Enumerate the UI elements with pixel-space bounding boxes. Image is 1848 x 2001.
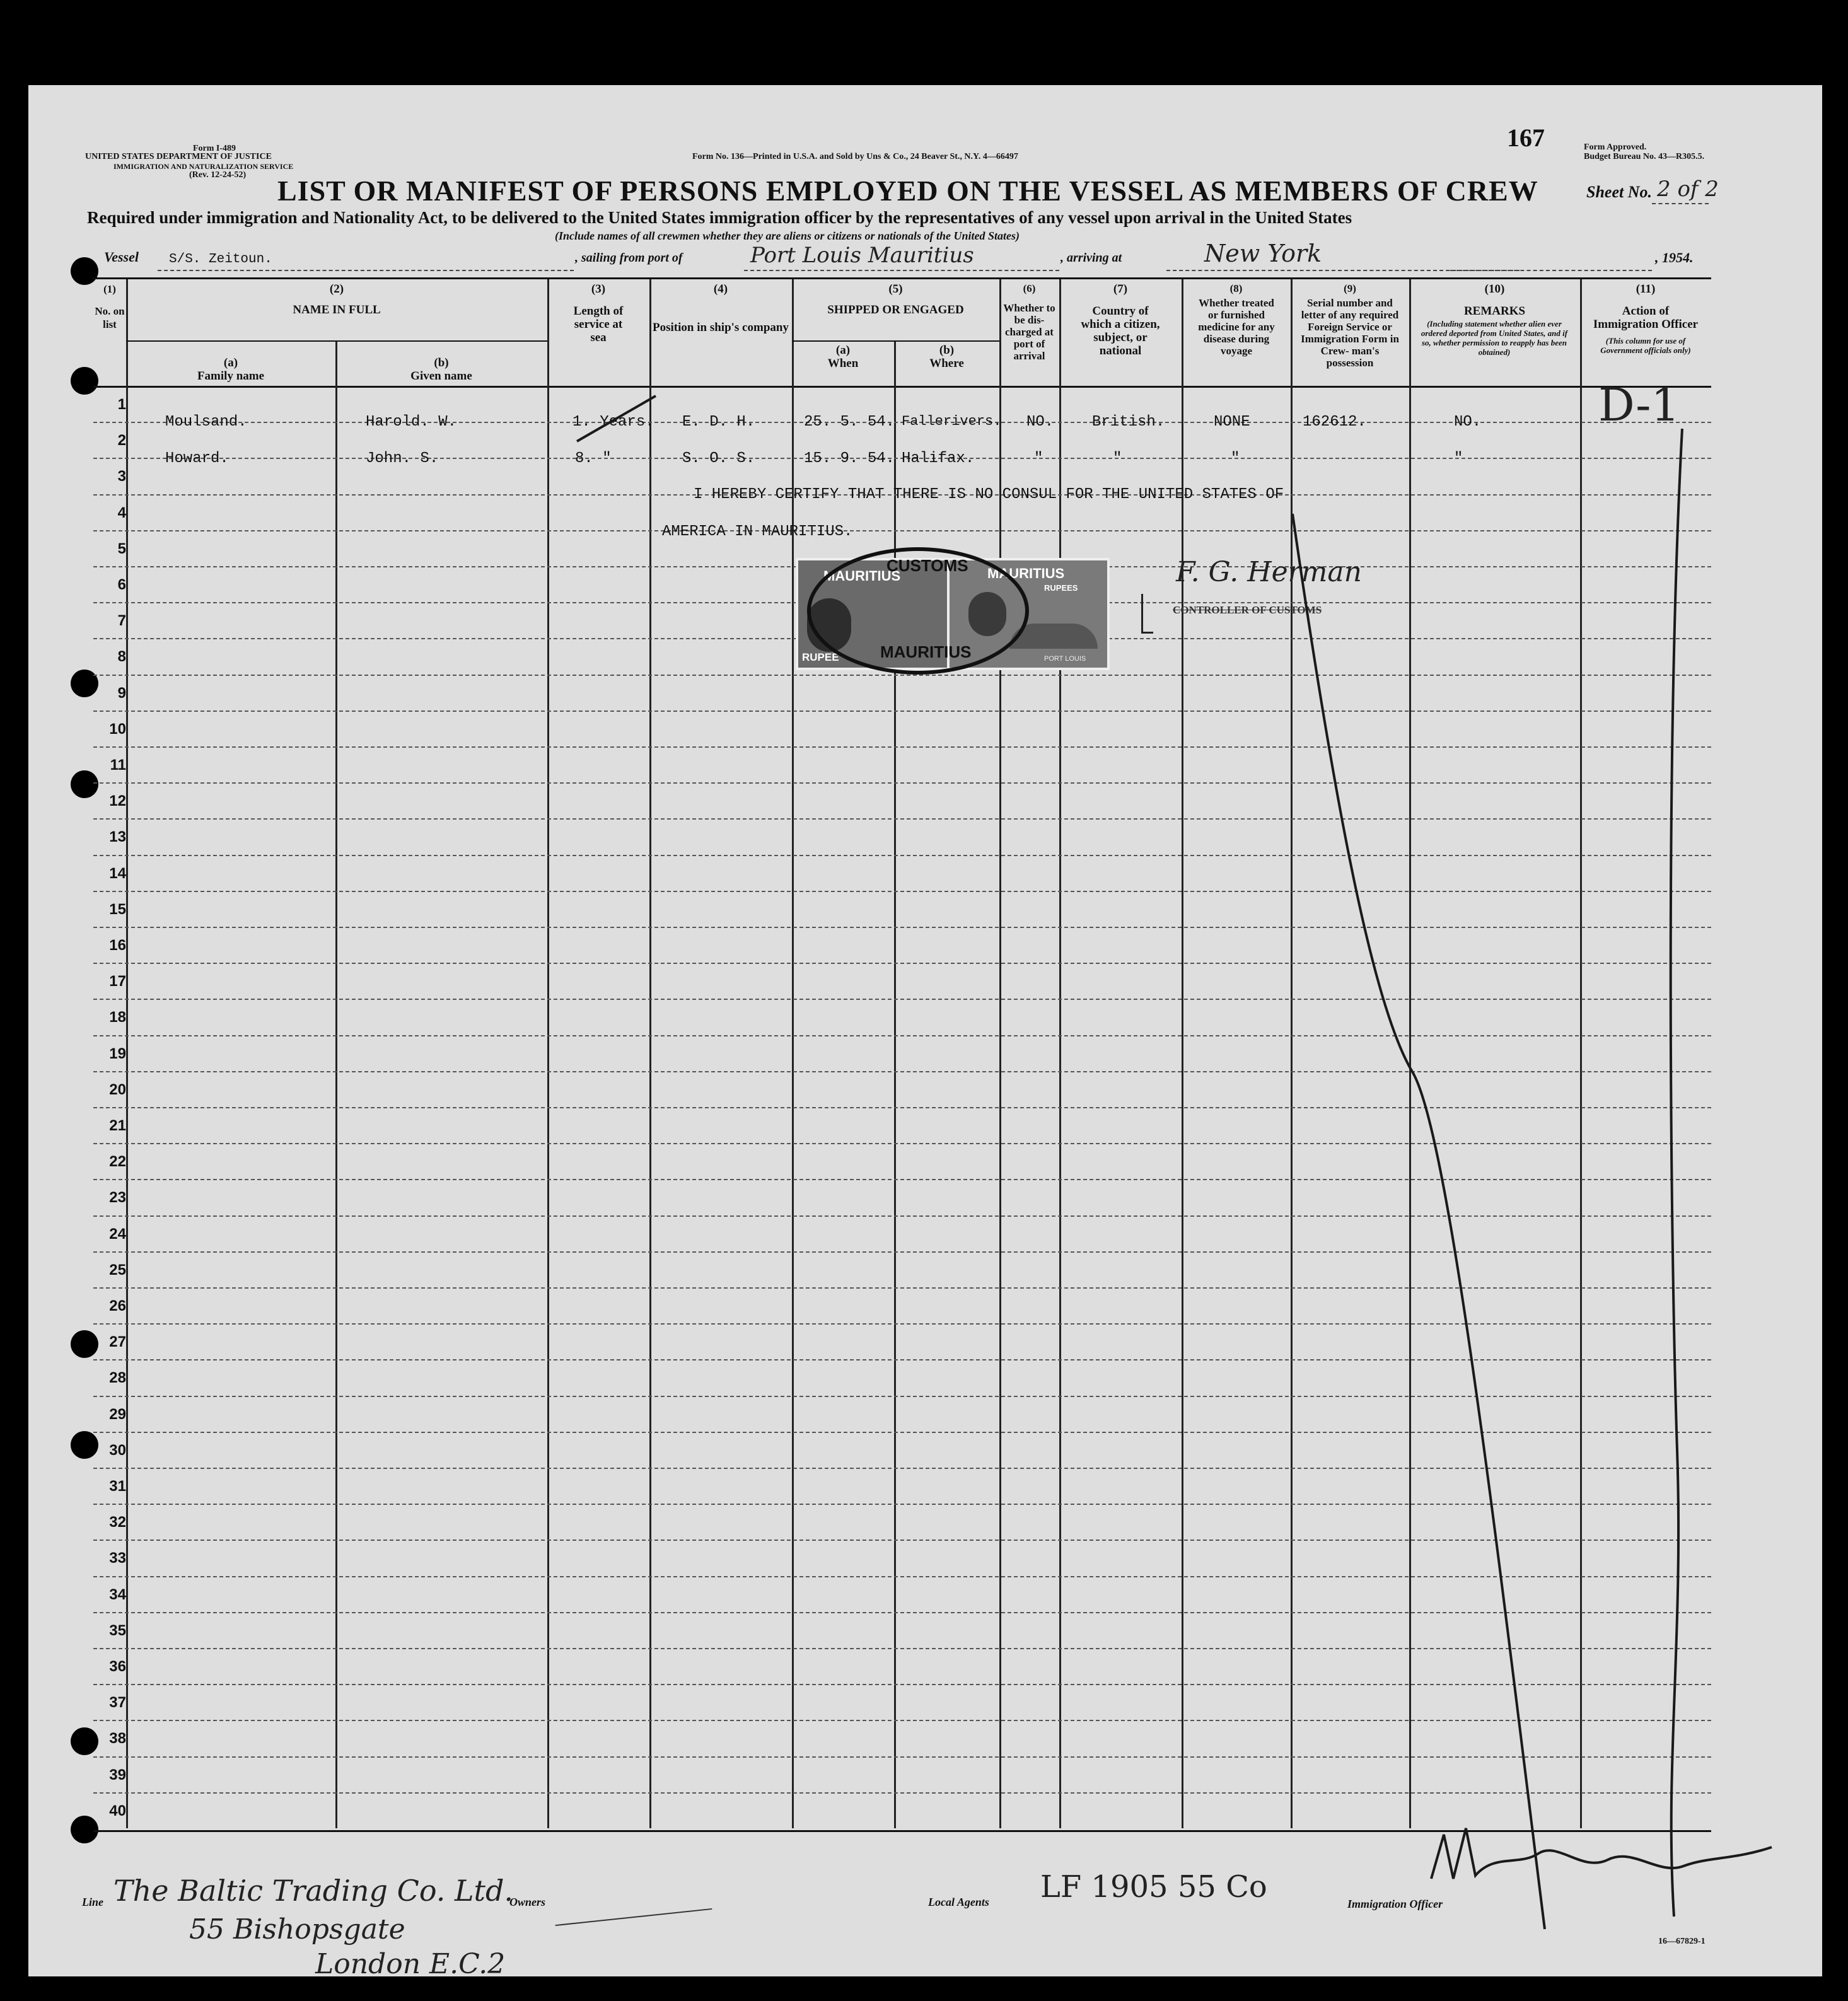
row-number: 26 bbox=[109, 1297, 126, 1314]
col5b-header: (b) Where bbox=[929, 344, 964, 370]
row-number: 35 bbox=[109, 1622, 126, 1639]
row-number: 32 bbox=[109, 1514, 126, 1531]
agents-value: LF 1905 55 Co bbox=[1040, 1869, 1267, 1905]
certification-line2: AMERICA IN MAURITIUS. bbox=[662, 523, 853, 540]
revenue-stamp-right: MAURITIUS RUPEES PORT LOUIS bbox=[947, 558, 1110, 670]
entry2-where: Halifax. bbox=[902, 450, 975, 467]
officer-signature bbox=[1419, 1816, 1784, 1898]
page-title: LIST OR MANIFEST OF PERSONS EMPLOYED ON THE VESSEL AS MEMBERS OF CREW bbox=[277, 175, 1538, 207]
row-number: 30 bbox=[109, 1442, 126, 1459]
row-number: 13 bbox=[109, 828, 126, 845]
sheet-label: Sheet No. bbox=[1586, 183, 1652, 201]
col3-header: (3) Length of service at sea bbox=[573, 282, 624, 344]
row-number: 17 bbox=[109, 973, 126, 990]
row-number: 24 bbox=[109, 1226, 126, 1243]
strikethrough-line bbox=[1293, 514, 1545, 1929]
entry2-country: " bbox=[1113, 450, 1122, 467]
address-line1: 55 Bishopsgate bbox=[189, 1913, 405, 1946]
entry1-medicine: NONE bbox=[1214, 414, 1250, 431]
row-number: 27 bbox=[109, 1333, 126, 1350]
entry2-position: S. O. S. bbox=[682, 450, 755, 467]
row-number: 23 bbox=[109, 1189, 126, 1206]
year: , 1954. bbox=[1655, 250, 1694, 265]
arriving-label: , arriving at bbox=[1061, 251, 1122, 265]
col11-header: (11) Action of Immigration Officer (This column for use of Government officials only) bbox=[1593, 282, 1699, 355]
vessel-value: S/S. Zeitoun. bbox=[169, 252, 272, 267]
sailing-port: Port Louis Mauritius bbox=[750, 243, 974, 268]
revision: (Rev. 12-24-52) bbox=[189, 170, 247, 180]
entry1-family: Moulsand. bbox=[165, 414, 247, 431]
subtitle: Required under immigration and Nationality Act, to be delivered to the United States immigration officer by the representatives of any vessel upon arrival in the United States bbox=[87, 208, 1352, 227]
row-number: 16 bbox=[109, 937, 126, 954]
entry1-discharged: NO. bbox=[1026, 414, 1054, 431]
entry1-service: 1. Years. bbox=[572, 414, 654, 431]
col9-header: (9) Serial number and letter of any required Foreign Service or Immigration Form in Crew- man's possession bbox=[1301, 282, 1399, 369]
col7-header: (7) Country of which a citizen, subject, or national bbox=[1081, 282, 1160, 357]
entry2-service: 8. " bbox=[575, 450, 612, 467]
row-number: 14 bbox=[109, 865, 126, 882]
service-slash bbox=[577, 396, 656, 441]
column-line bbox=[1671, 429, 1682, 1917]
service-name: IMMIGRATION AND NATURALIZATION SERVICE bbox=[113, 162, 294, 171]
row-number: 2 bbox=[117, 432, 126, 449]
row-number: 36 bbox=[109, 1658, 126, 1675]
col8-header: (8) Whether treated or furnished medicine for any disease during voyage bbox=[1198, 282, 1275, 357]
row-number: 29 bbox=[109, 1406, 126, 1423]
certification-line1: I HEREBY CERTIFY THAT THERE IS NO CONSUL FOR THE UNITED STATES OF bbox=[694, 486, 1284, 503]
entry2-discharged: " bbox=[1034, 450, 1043, 467]
agents-label: Local Agents bbox=[928, 1896, 989, 1908]
entry1-remarks: NO. bbox=[1454, 414, 1482, 431]
row-number: 37 bbox=[109, 1694, 126, 1711]
stamped-number: 167 bbox=[1507, 124, 1545, 152]
col5a-header: (a) When bbox=[827, 344, 859, 370]
entry1-where: Fallerivers. bbox=[902, 414, 1002, 429]
row-number: 34 bbox=[109, 1586, 126, 1603]
row-number: 40 bbox=[109, 1802, 126, 1819]
owners-label: Owners bbox=[509, 1896, 546, 1908]
row-number: 33 bbox=[109, 1550, 126, 1567]
row-number: 1 bbox=[117, 396, 126, 413]
row-number: 20 bbox=[109, 1081, 126, 1098]
sheet-number: 2 of 2 bbox=[1657, 177, 1719, 202]
row-number: 11 bbox=[110, 757, 126, 774]
vessel-label: Vessel bbox=[104, 249, 139, 265]
row-number: 28 bbox=[109, 1369, 126, 1386]
revenue-stamp-left: MAURITIUS RUPEE bbox=[796, 558, 952, 670]
col10-header: (10) REMARKS (Including statement whether alien ever ordered deported from United States, and if so, whether permission to reapply has been obtained) bbox=[1421, 282, 1568, 357]
printer-note: Form No. 136—Printed in U.S.A. and Sold by Uns & Co., 24 Beaver St., N.Y. 4—66497 bbox=[692, 152, 1018, 161]
col2b-header: (b) Given name bbox=[410, 356, 472, 383]
row-number: 3 bbox=[117, 468, 126, 485]
entry1-serial: 162612. bbox=[1303, 414, 1366, 431]
department: UNITED STATES DEPARTMENT OF JUSTICE bbox=[85, 152, 272, 161]
entry2-medicine: " bbox=[1231, 450, 1240, 467]
row-number: 25 bbox=[109, 1262, 126, 1279]
row-number: 4 bbox=[117, 504, 126, 521]
row-number: 21 bbox=[109, 1117, 126, 1134]
col2a-header: (a) Family name bbox=[197, 356, 265, 383]
address-line2: London E.C.2 bbox=[315, 1948, 506, 1980]
row-number: 15 bbox=[109, 901, 126, 918]
entry1-country: British. bbox=[1092, 414, 1165, 431]
crew-note: (Include names of all crewmen whether they are aliens or citizens or nationals of the United States) bbox=[555, 229, 1020, 242]
customs-cancellation: CUSTOMS MAURITIUS bbox=[807, 547, 1029, 675]
entry1-given: Harold. W. bbox=[366, 414, 457, 431]
row-number: 12 bbox=[109, 792, 126, 809]
col4-header: (4) Position in ship's company bbox=[653, 282, 789, 334]
row-number: 5 bbox=[117, 540, 126, 557]
row-number: 9 bbox=[117, 685, 126, 702]
row-number: 39 bbox=[109, 1766, 126, 1784]
row-number: 22 bbox=[109, 1153, 126, 1170]
row-number: 7 bbox=[117, 612, 126, 629]
col5-header: (5) SHIPPED OR ENGAGED bbox=[827, 282, 964, 316]
line-label: Line bbox=[82, 1896, 103, 1908]
row-number: 19 bbox=[109, 1045, 126, 1062]
entry2-remarks: " bbox=[1454, 450, 1463, 467]
col6-header: (6) Whether to be dis- charged at port of arrival bbox=[1003, 282, 1055, 362]
row-number: 31 bbox=[109, 1478, 126, 1495]
sailing-label: , sailing from port of bbox=[575, 251, 683, 265]
row-number: 18 bbox=[109, 1009, 126, 1026]
customs-title: CONTROLLER OF CUSTOMS bbox=[1173, 604, 1322, 616]
entry2-when: 15. 9. 54. bbox=[804, 450, 895, 467]
col2-header: (2) NAME IN FULL bbox=[293, 282, 381, 316]
line-value: The Baltic Trading Co. Ltd. bbox=[113, 1874, 514, 1908]
immigration-action: D-1 bbox=[1598, 378, 1680, 431]
row-number: 38 bbox=[109, 1730, 126, 1747]
arriving-port: New York bbox=[1204, 240, 1322, 267]
officer-label: Immigration Officer bbox=[1347, 1898, 1443, 1910]
row-number: 10 bbox=[109, 721, 126, 738]
col1-header: (1) No. on list bbox=[95, 283, 125, 330]
entry1-when: 25. 5. 54. bbox=[804, 414, 895, 431]
form-id: Form I-489 bbox=[193, 144, 236, 153]
row-number: 6 bbox=[117, 576, 126, 593]
entry1-position: E. D. H. bbox=[682, 414, 755, 431]
entry2-family: Howard. bbox=[165, 450, 229, 467]
customs-signature: F. G. Herman bbox=[1176, 556, 1362, 588]
budget-number: Budget Bureau No. 43—R305.5. bbox=[1584, 152, 1705, 161]
entry2-given: John. S. bbox=[366, 450, 439, 467]
row-number: 8 bbox=[117, 648, 126, 665]
approval: Form Approved. bbox=[1584, 142, 1647, 152]
form-code: 16—67829-1 bbox=[1658, 1937, 1706, 1946]
